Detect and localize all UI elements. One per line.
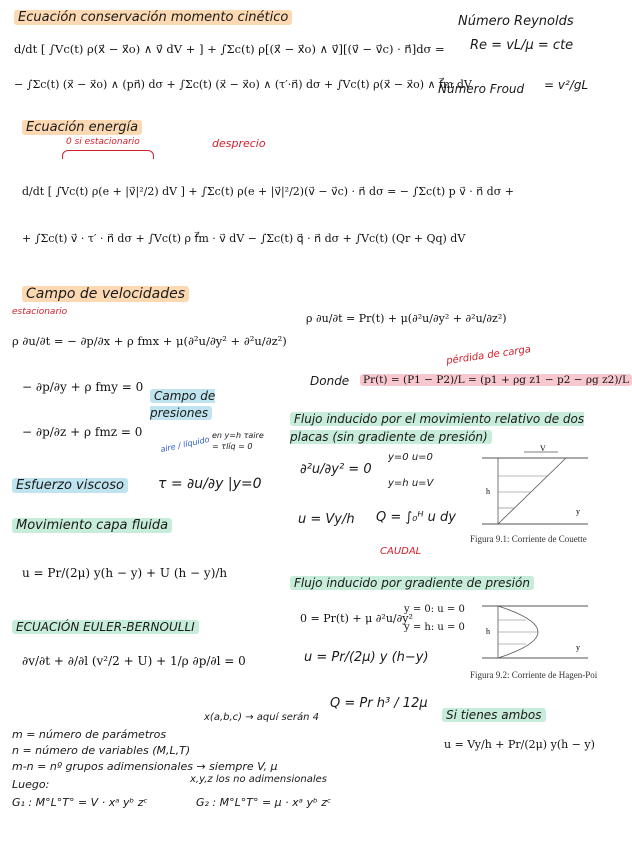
momento-heading: Ecuación conservación momento cinético <box>14 10 292 25</box>
euler-formula: ∂v/∂t + ∂/∂l (v²/2 + U) + 1/ρ ∂p/∂l = 0 <box>22 654 246 668</box>
reynolds-formula: Re = vL/μ = cte <box>470 38 574 53</box>
couette-heading: Flujo inducido por el movimiento relativo de dos placas (sin gradiente de presión) <box>290 412 585 444</box>
couette-bc2: y=h u=V <box>388 478 434 489</box>
ambos-heading: Si tienes ambos <box>442 708 546 722</box>
hagen-figure <box>478 600 592 664</box>
energia-note-desprecio: desprecio <box>212 137 266 150</box>
hagen-bc2: y = h: u = 0 <box>404 622 465 633</box>
buck-n-line: n = número de variables (M,L,T) <box>12 744 191 757</box>
hagen-bc1: y = 0: u = 0 <box>404 604 465 615</box>
couette-eq: ∂²u/∂y² = 0 <box>300 462 372 477</box>
hagen-q: Q = Pr h³ / 12μ <box>330 696 428 711</box>
couette-caudal-label: CAUDAL <box>380 546 422 557</box>
couette-u: u = Vy/h <box>298 512 355 527</box>
hagen-eq: 0 = Pr(t) + μ ∂²u/∂y² <box>300 612 413 625</box>
capa-heading: Movimiento capa fluida <box>12 518 172 533</box>
campo-presiones-label: Campo de presiones <box>150 389 216 420</box>
energia-line2: + ∫Σc(t) v⃗ · τ′ · n⃗ dσ + ∫Vc(t) ρ f⃗m · v⃗ dV − ∫Σc(t) q⃗ · n⃗ dσ + ∫Vc(t) (Qr + Qq) dV <box>22 232 466 245</box>
buck-mn-line: m-n = nº grupos adimensionales → siempre V, μ <box>12 760 278 773</box>
en-yh-note: en y=h τaire = τlíq = 0 <box>212 431 264 451</box>
couette-label-h: h <box>486 487 490 496</box>
buck-g2: G₂ : M°L°T° = μ · xᵃ yᵇ zᶜ <box>196 796 332 809</box>
velocidades-eq-y: − ∂p/∂y + ρ fmy = 0 <box>22 380 144 394</box>
froude-formula: = v²/gL <box>544 78 589 92</box>
hagen-label-h: h <box>486 627 490 636</box>
couette-label-y: y <box>576 507 580 516</box>
energia-bracket <box>62 150 154 159</box>
hagen-caption: Figura 9.2: Corriente de Hagen-Poi <box>470 670 598 680</box>
buck-luego-note: x,y,z los no adimensionales <box>190 774 327 785</box>
velocidades-eq-z: − ∂p/∂z + ρ fmz = 0 <box>22 425 143 439</box>
donde-label: Donde <box>310 374 350 388</box>
couette-label-v: V <box>540 444 546 453</box>
energia-heading: Ecuación energía <box>22 120 142 135</box>
couette-figure <box>478 444 592 532</box>
couette-caption: Figura 9.1: Corriente de Couette <box>470 534 587 544</box>
energia-note-estacionario: 0 si estacionario <box>66 137 140 147</box>
froude-title: Número Froud <box>438 82 525 96</box>
hagen-label-y: y <box>576 643 580 652</box>
capa-formula: u = Pr/(2μ) y(h − y) + U (h − y)/h <box>22 566 228 580</box>
viscoso-formula: τ = ∂u/∂y |y=0 <box>158 476 262 492</box>
reynolds-title: Número Reynolds <box>458 14 574 29</box>
buck-m-line: m = número de parámetros <box>12 728 167 741</box>
hagen-heading: Flujo inducido por gradiente de presión <box>290 576 534 590</box>
hagen-u: u = Pr/(2μ) y (h−y) <box>304 650 429 665</box>
buck-luego: Luego: <box>12 778 50 791</box>
buck-m-note: x(a,b,c) → aquí serán 4 <box>204 712 320 723</box>
momento-line2: − ∫Σc(t) (x⃗ − x⃗o) ∧ (pn⃗) dσ + ∫Σc(t) (x⃗ − x⃗o) ∧ (τ′·n⃗) dσ + ∫Vc(t) ρ(x⃗ − x⃗o) ∧ f⃗m dV <box>14 78 472 91</box>
pr-eq: Pr(t) = (P1 − P2)/L = (p1 + ρg z1 − p2 − ρg z2)/L <box>360 374 632 386</box>
energia-line1: d/dt [ ∫Vc(t) ρ(e + |v⃗|²/2) dV ] + ∫Σc(t) ρ(e + |v⃗|²/2)(v⃗ − v⃗c) · n⃗ dσ = − ∫Σc(t) p v⃗ · n⃗ dσ + <box>22 185 514 198</box>
rho-eq: ρ ∂u/∂t = Pr(t) + μ(∂²u/∂y² + ∂²u/∂z²) <box>306 312 507 325</box>
viscoso-heading: Esfuerzo viscoso <box>12 478 128 493</box>
velocidades-eq-x: ρ ∂u/∂t = − ∂p/∂x + ρ fmx + μ(∂²u/∂y² + ∂²u/∂z²) <box>12 334 287 348</box>
velocidades-heading: Campo de velocidades <box>22 286 189 302</box>
euler-heading: ECUACIÓN EULER-BERNOULLI <box>12 620 199 634</box>
momento-line1: d/dt [ ∫Vc(t) ρ(x⃗ − x⃗o) ∧ v⃗ dV + ] + ∫Σc(t) ρ[(x⃗ − x⃗o) ∧ v⃗][(v⃗ − v⃗c) · n⃗]dσ = <box>14 42 445 56</box>
perdida-note: pérdida de carga <box>445 344 532 367</box>
couette-caudal: Q = ∫₀ᴴ u dy <box>376 510 456 525</box>
buck-g1: G₁ : M°L°T° = V · xᵃ yᵇ zᶜ <box>12 796 148 809</box>
aire-liquido-note: aire / líquido <box>159 434 211 455</box>
velocidades-note-estacionario: estacionario <box>12 307 68 317</box>
couette-bc1: y=0 u=0 <box>388 452 433 463</box>
ambos-formula: u = Vy/h + Pr/(2μ) y(h − y) <box>444 738 595 751</box>
